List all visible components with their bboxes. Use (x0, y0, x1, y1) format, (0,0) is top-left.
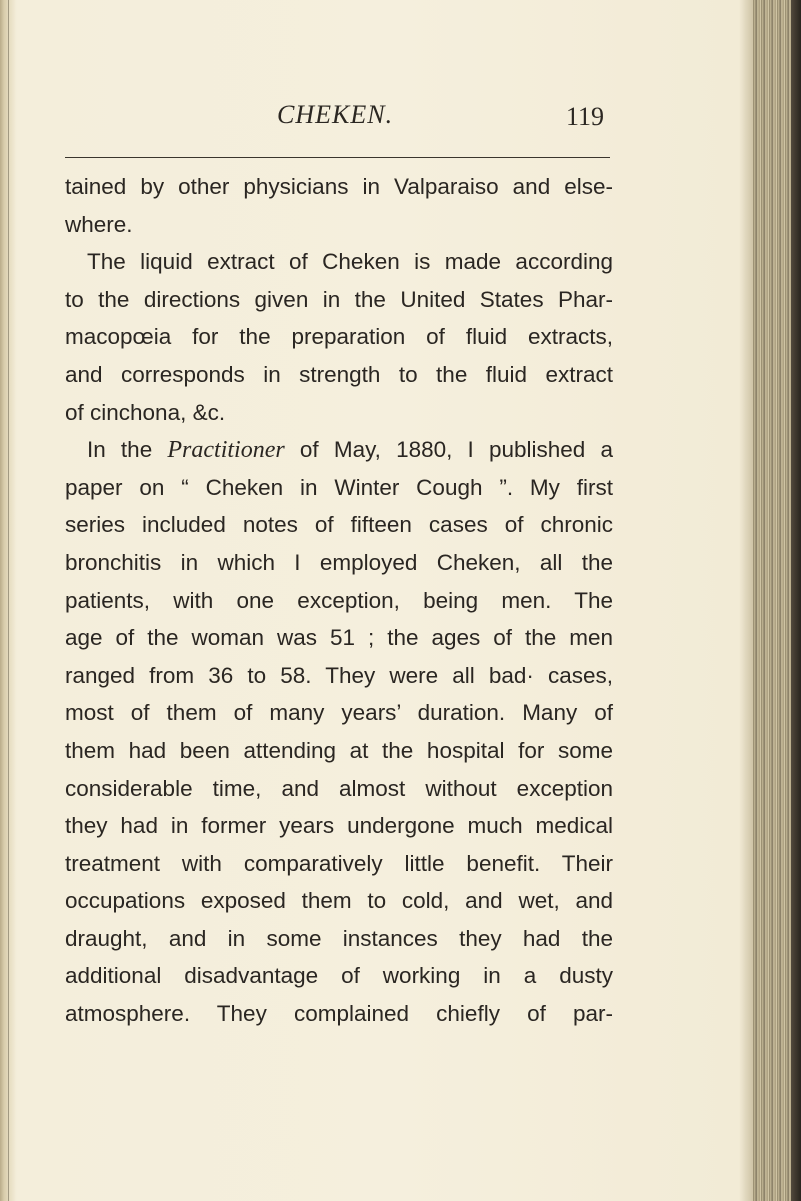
text-line: age of the woman was 51 ; the ages of the men (65, 625, 613, 651)
text-line: patients, with one exception, being men. The (65, 587, 613, 613)
binding-gutter (0, 0, 16, 1201)
text-line: macopœia for the preparation of fluid extracts, (65, 324, 613, 350)
text-line: they had in former years undergone much medical (65, 813, 613, 839)
running-title: CHEKEN. (277, 100, 394, 129)
text-line: occupations exposed them to cold, and wet, and (65, 888, 613, 914)
page-number: 119 (565, 102, 604, 131)
text-fragment: of May, 1880, I published a (284, 437, 613, 463)
text-line: tained by other physicians in Valparaiso and else- (65, 174, 613, 199)
journal-title: Practitioner (167, 437, 285, 464)
text-line: most of them of many years’ duration. Many of (65, 700, 613, 726)
text-line: and corresponds in strength to the fluid extract (65, 361, 613, 387)
text-line (65, 431, 613, 469)
text-line: bronchitis in which I employed Cheken, all the (65, 549, 613, 575)
page-edge-stack (753, 0, 801, 1201)
text-fragment: In the (87, 437, 168, 463)
text-line: to the directions given in the United States Phar- (65, 286, 613, 312)
text-line: series included notes of fifteen cases of chronic (65, 512, 613, 538)
running-header (65, 100, 610, 140)
text-line: atmosphere. They complained chiefly of par- (65, 1001, 613, 1027)
text-line: The liquid extract of Cheken is made according (87, 249, 613, 275)
body-text (65, 168, 613, 1033)
text-line: draught, and in some instances they had the (65, 925, 613, 951)
text-line: additional disadvantage of working in a dusty (65, 963, 613, 989)
text-line: of cinchona, &c. (65, 399, 226, 425)
header-rule (65, 157, 610, 158)
text-line: ranged from 36 to 58. They were all bad· cases, (65, 662, 613, 688)
text-line: them had been attending at the hospital for some (65, 737, 613, 763)
text-line: paper on “ Cheken in Winter Cough ”. My first (65, 474, 613, 500)
text-line: treatment with comparatively little benefit. Their (65, 850, 613, 876)
text-line: where. (65, 211, 133, 237)
text-line: considerable time, and almost without exception (65, 775, 613, 801)
